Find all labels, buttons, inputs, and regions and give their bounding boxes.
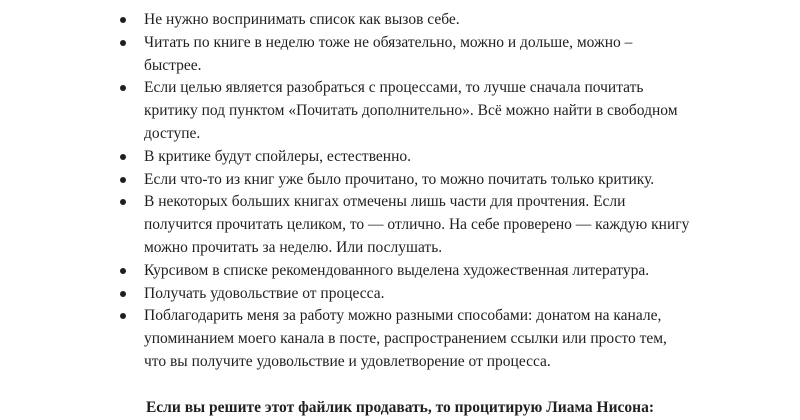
bullet-icon xyxy=(120,177,126,183)
list-item xyxy=(120,260,720,283)
list-item-line: Не нужно воспринимать список как вызов себе. xyxy=(144,11,460,28)
list-item xyxy=(120,146,720,169)
bullet-icon xyxy=(120,199,126,205)
list-item-line: упоминанием моего канала в посте, распространением ссылки или просто тем, xyxy=(144,330,667,348)
list-item xyxy=(120,32,720,78)
bullet-icon xyxy=(120,17,126,23)
list-item-line: доступе. xyxy=(144,124,201,142)
list-item-line: Поблагодарить меня за работу можно разными способами: донатом на канале, xyxy=(144,307,662,325)
list-item xyxy=(120,191,720,259)
list-item xyxy=(120,283,720,306)
list-item-line: Читать по книге в неделю тоже не обязательно, можно и дольше, можно – xyxy=(144,33,633,51)
footer-quote: Если вы решите этот файлик продавать, то процитирую Лиама Нисона: xyxy=(145,399,655,416)
list-item-line: Получать удовольствие от процесса. xyxy=(144,284,385,302)
list-item-line: Если целью является разобраться с процессами, то лучше сначала почитать xyxy=(144,79,644,97)
list-item xyxy=(120,305,720,373)
list-item-line: критику под пунктом «Почитать дополнительно». Всё можно найти в свободном xyxy=(144,102,678,120)
bullet-icon xyxy=(120,154,126,160)
bullet-icon xyxy=(120,268,126,274)
list-item-line: получится прочитать целиком, то — отлично. На себе проверено — каждую книгу xyxy=(144,216,690,234)
list-item xyxy=(120,77,720,145)
bullet-icon xyxy=(120,313,126,319)
list-item-line: В некоторых больших книгах отмечены лишь части для прочтения. Если xyxy=(144,193,626,211)
bullet-icon xyxy=(120,85,126,91)
list-item-line: можно прочитать за неделю. Или послушать. xyxy=(144,238,443,256)
list-item-line: В критике будут спойлеры, естественно. xyxy=(144,147,412,165)
list-item-line: что вы получите удовольствие и удовлетворение от процесса. xyxy=(144,352,551,370)
rules-list xyxy=(120,9,720,374)
list-item-line: быстрее. xyxy=(144,56,202,74)
list-item-line: Курсивом в списке рекомендованного выделена художественная литература. xyxy=(144,261,650,279)
list-item-line: Если что-то из книг уже было прочитано, то можно почитать только критику. xyxy=(144,170,655,188)
bullet-icon xyxy=(120,40,126,46)
list-item xyxy=(120,169,720,192)
list-item xyxy=(120,9,720,32)
bullet-icon xyxy=(120,291,126,297)
